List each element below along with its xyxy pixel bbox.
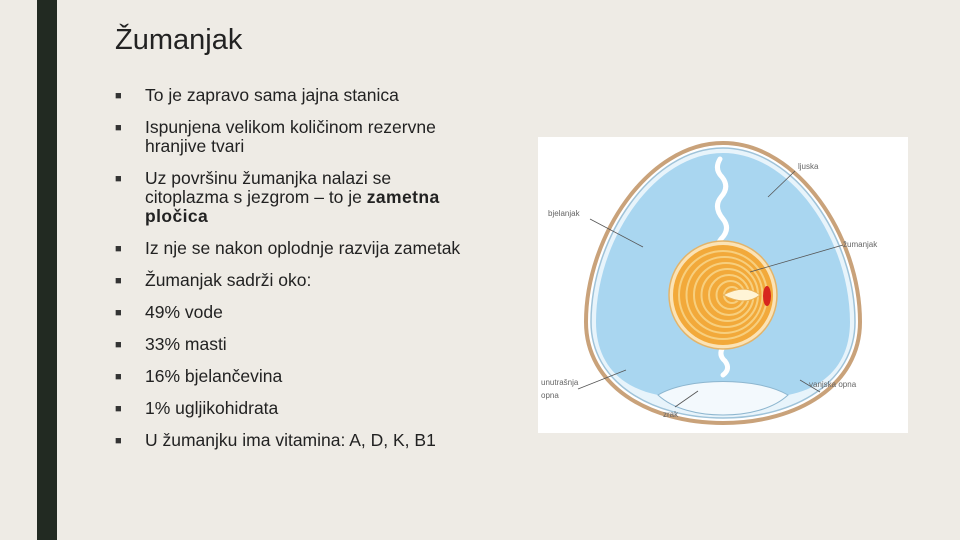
label-zrak: zrak <box>663 410 679 419</box>
list-item: ■ U žumanjku ima vitamina: A, D, K, B1 <box>115 430 436 450</box>
label-ljuska: ljuska <box>798 162 819 171</box>
bullet-marker-icon: ■ <box>115 371 122 383</box>
bullet-marker-icon: ■ <box>115 339 122 351</box>
bullet-list <box>115 86 475 463</box>
label-bjelanjak: bjelanjak <box>548 209 580 218</box>
label-unutrasnja-2: opna <box>541 391 559 400</box>
egg-diagram-svg <box>538 137 908 433</box>
list-item: ■ Žumanjak sadrži oko: <box>115 270 312 290</box>
bullet-marker-icon: ■ <box>115 435 122 447</box>
label-vanjska: vanjska opna <box>809 380 857 389</box>
bullet-marker-icon: ■ <box>115 173 122 185</box>
label-unutrasnja-1: unutrašnja <box>541 378 579 387</box>
slide-title: Žumanjak <box>115 24 243 56</box>
list-item: ■ To je zapravo sama jajna stanica <box>115 85 399 105</box>
list-item: ■ Ispunjena velikom količinom rezervne hranjive tvari <box>115 117 436 156</box>
label-zumanjak: žumanjak <box>843 240 878 249</box>
left-accent-bar <box>37 0 57 540</box>
germinal-disc <box>763 286 771 306</box>
list-item: ■ Uz površinu žumanjka nalazi se citoplazma s jezgrom – to je zametna pločica <box>115 168 440 226</box>
egg-diagram <box>538 137 908 433</box>
list-item: ■ 1% ugljikohidrata <box>115 398 279 418</box>
bullet-marker-icon: ■ <box>115 307 122 319</box>
list-item: ■ 33% masti <box>115 334 227 354</box>
bullet-marker-icon: ■ <box>115 243 122 255</box>
list-item: ■ 16% bjelančevina <box>115 366 283 386</box>
bullet-marker-icon: ■ <box>115 403 122 415</box>
list-item: ■ 49% vode <box>115 302 223 322</box>
bullet-marker-icon: ■ <box>115 275 122 287</box>
bullet-marker-icon: ■ <box>115 90 122 102</box>
list-item: ■ Iz nje se nakon oplodnje razvija zametak <box>115 238 461 258</box>
bullet-marker-icon: ■ <box>115 122 122 134</box>
bold-term: zametna pločica <box>145 187 440 226</box>
